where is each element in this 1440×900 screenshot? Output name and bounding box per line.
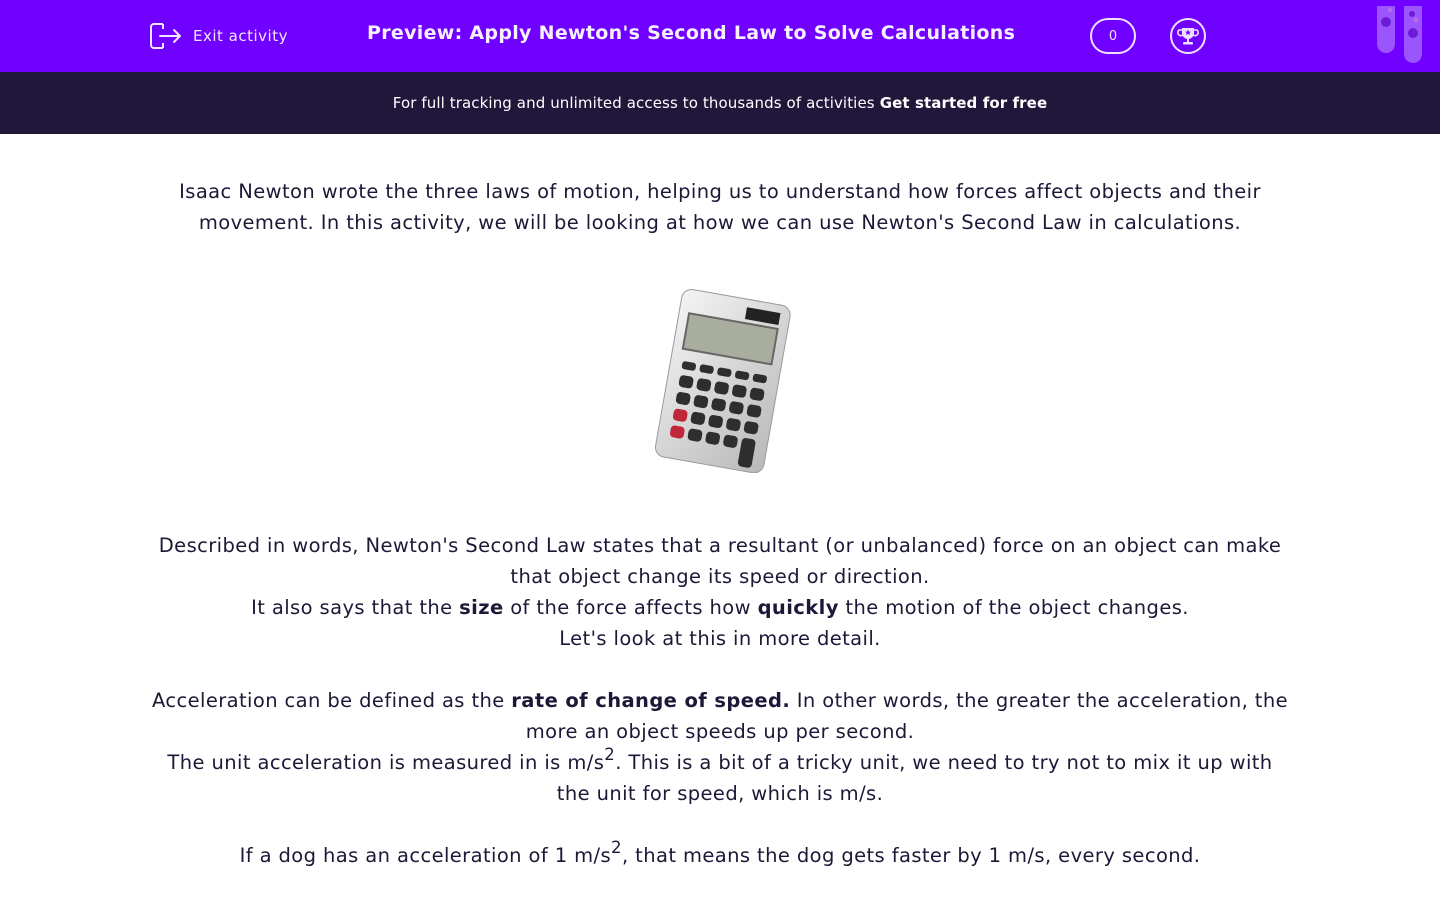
bold-rate-of-change: rate of change of speed. bbox=[511, 689, 791, 712]
get-started-link[interactable]: Get started for free bbox=[879, 94, 1048, 112]
activity-content bbox=[150, 176, 1290, 871]
acceleration-definition-paragraph bbox=[150, 685, 1290, 747]
signup-banner bbox=[0, 72, 1440, 134]
test-tubes-logo-icon bbox=[1370, 0, 1440, 72]
top-bar bbox=[0, 0, 1440, 72]
text: If a dog has an acceleration of 1 m/s bbox=[239, 844, 612, 867]
score-badge bbox=[1090, 18, 1136, 54]
acceleration-unit-paragraph bbox=[150, 744, 1290, 809]
banner-text: For full tracking and unlimited access to thousands of activities bbox=[392, 94, 875, 112]
image-container bbox=[150, 238, 1290, 530]
detail-paragraph: Let's look at this in more detail. bbox=[559, 627, 881, 650]
superscript: 2 bbox=[604, 744, 616, 764]
bold-quickly: quickly bbox=[757, 596, 839, 619]
law-description-paragraph: Described in words, Newton's Second Law states that a resultant (or unbalanced) force on an object can make that object change its speed or direction. bbox=[158, 534, 1282, 588]
text: the motion of the object changes. bbox=[838, 596, 1189, 619]
text: The unit acceleration is measured in is m/s bbox=[167, 751, 605, 774]
superscript: 2 bbox=[611, 837, 622, 857]
trophy-button[interactable] bbox=[1170, 18, 1206, 54]
text: of the force affects how bbox=[503, 596, 758, 619]
text: It also says that the bbox=[251, 596, 460, 619]
page-title: Preview: Apply Newton's Second Law to Solve Calculations bbox=[367, 22, 1016, 44]
calculator-image bbox=[650, 288, 795, 473]
exit-activity-button[interactable] bbox=[149, 20, 288, 52]
text: , that means the dog gets faster by 1 m/s, every second. bbox=[621, 844, 1201, 867]
text: . This is a bit of a tricky unit, we need to try not to mix it up with the unit for speed, which is m/s. bbox=[556, 751, 1273, 805]
exit-icon bbox=[149, 21, 183, 51]
dog-example-paragraph bbox=[150, 837, 1290, 871]
bold-size: size bbox=[459, 596, 504, 619]
size-quickly-paragraph bbox=[150, 592, 1290, 623]
trophy-icon bbox=[1177, 25, 1199, 47]
intro-paragraph: Isaac Newton wrote the three laws of motion, helping us to understand how forces affect objects and their movement. In this activity, we will be looking at how we can use Newton's Second Law in calculations. bbox=[179, 180, 1261, 234]
exit-activity-label: Exit activity bbox=[193, 27, 288, 45]
text: In other words, the greater the acceleration, the more an object speeds up per second. bbox=[525, 689, 1288, 743]
text: Acceleration can be defined as the bbox=[151, 689, 512, 712]
score-value: 0 bbox=[1108, 28, 1118, 44]
